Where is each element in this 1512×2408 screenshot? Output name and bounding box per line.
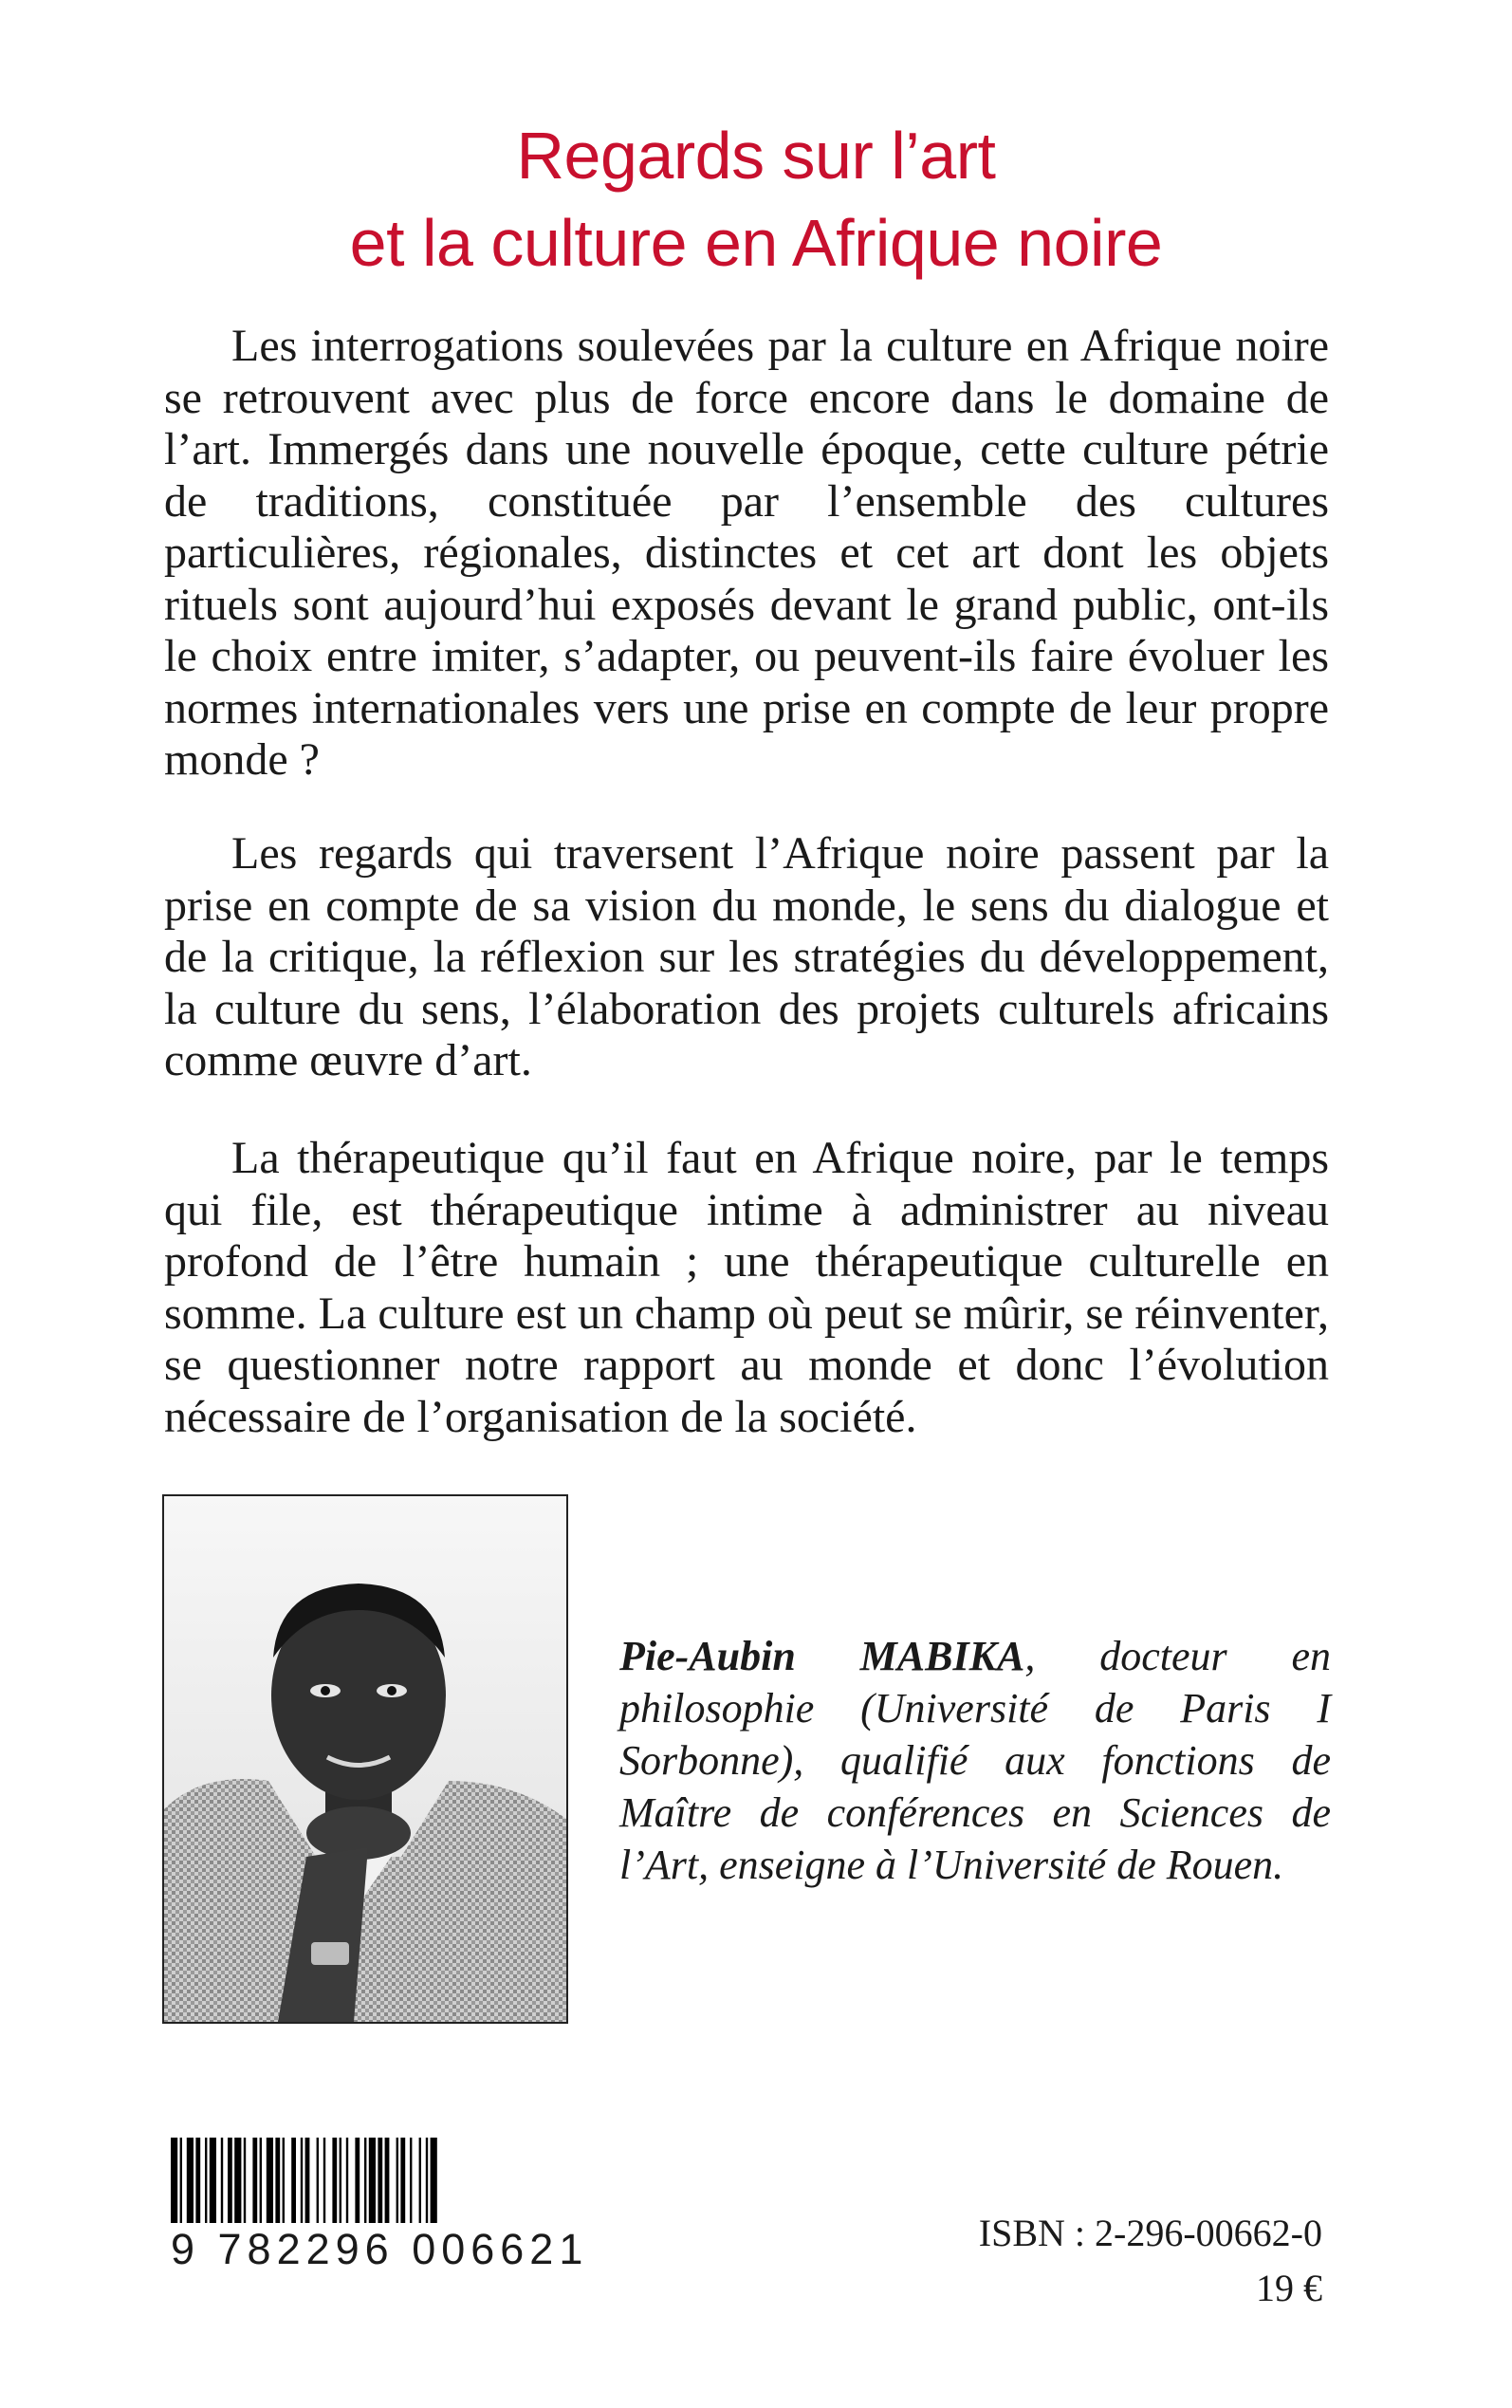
author-bio <box>619 1630 1331 1891</box>
barcode-bar <box>260 2138 262 2223</box>
book-title <box>0 112 1512 287</box>
author-bio-text: , docteur en philosophie (Université de Paris I Sorbonne), qualifié aux fonctions de Maître de conférences en Sciences de l’Art, enseigne à l’Université de Rouen. <box>619 1633 1331 1888</box>
paragraph-3: La thérapeutique qu’il faut en Afrique noire, par le temps qui file, est thérapeutique intime à administrer au niveau profond de l’être humain ; une thérapeutique culturelle en somme. La culture est un champ où peut se mûrir, se réinventer, se questionner notre rapport au monde et donc l’évolution nécessaire de l’organisation de la société. <box>164 1133 1329 1442</box>
barcode-bar <box>301 2138 303 2223</box>
barcode-bar <box>267 2138 273 2223</box>
barcode-bar <box>431 2138 437 2223</box>
barcode-bar <box>234 2138 241 2223</box>
barcode-bar <box>317 2138 319 2223</box>
barcode-bar <box>305 2138 310 2223</box>
author-name: Pie-Aubin MABIKA <box>619 1633 1025 1679</box>
barcode-bar <box>346 2138 348 2223</box>
barcode-bar <box>410 2138 412 2223</box>
barcode-bar <box>228 2138 232 2223</box>
barcode-bar <box>195 2138 200 2223</box>
barcode-bar <box>396 2138 398 2223</box>
barcode-bars <box>171 2138 588 2223</box>
barcode-bar <box>332 2138 337 2223</box>
barcode-bar <box>364 2138 366 2223</box>
barcode-bar <box>275 2138 280 2223</box>
barcode-bar <box>187 2138 194 2223</box>
barcode-bar <box>426 2138 428 2223</box>
barcode-bar <box>385 2138 390 2223</box>
barcode-bar <box>221 2138 223 2223</box>
title-line-2: et la culture en Afrique noire <box>349 206 1163 280</box>
barcode-bar <box>323 2138 325 2223</box>
barcode-bar <box>244 2138 246 2223</box>
barcode-bar <box>252 2138 257 2223</box>
barcode-bar <box>369 2138 376 2223</box>
barcode-digits: 9 782296 006621 <box>171 2225 589 2273</box>
title-line-1: Regards sur l’art <box>516 119 996 193</box>
barcode-bar <box>419 2138 421 2223</box>
barcode-bar <box>180 2138 182 2223</box>
barcode-bar <box>205 2138 207 2223</box>
barcode-bar <box>378 2138 382 2223</box>
barcode-bar <box>283 2138 285 2223</box>
barcode-bar <box>340 2138 341 2223</box>
paragraph-2: Les regards qui traversent l’Afrique noire passent par la prise en compte de sa vision du monde, le sens du dialogue et de la critique, la réflexion sur les stratégies du développement, la culture du sens, l’élaboration des projets culturels africains comme œuvre d’art. <box>164 828 1329 1085</box>
barcode-bar <box>400 2138 405 2223</box>
barcode-bar <box>210 2138 216 2223</box>
author-photo <box>162 1494 568 2024</box>
isbn: ISBN : 2-296-00662-0 <box>978 2212 1322 2254</box>
paragraph-1: Les interrogations soulevées par la culture en Afrique noire se retrouvent avec plus de force encore dans le domaine de l’art. Immergés dans une nouvelle époque, cette culture pétrie de traditions, constituée par l’ensemble des cultures particulières, régionales, distinctes et cet art dont les objets rituels sont aujourd’hui exposés devant le grand public, ont-ils le choix entre imiter, s’adapter, ou peuvent-ils faire évoluer les normes internationales vers une prise en compte de leur propre monde ? <box>164 321 1329 785</box>
barcode-bar <box>355 2138 360 2223</box>
author-portrait-illustration <box>164 1496 566 2022</box>
barcode-bar <box>291 2138 296 2223</box>
price: 19 € <box>1256 2267 1322 2309</box>
barcode-bar <box>171 2138 177 2223</box>
